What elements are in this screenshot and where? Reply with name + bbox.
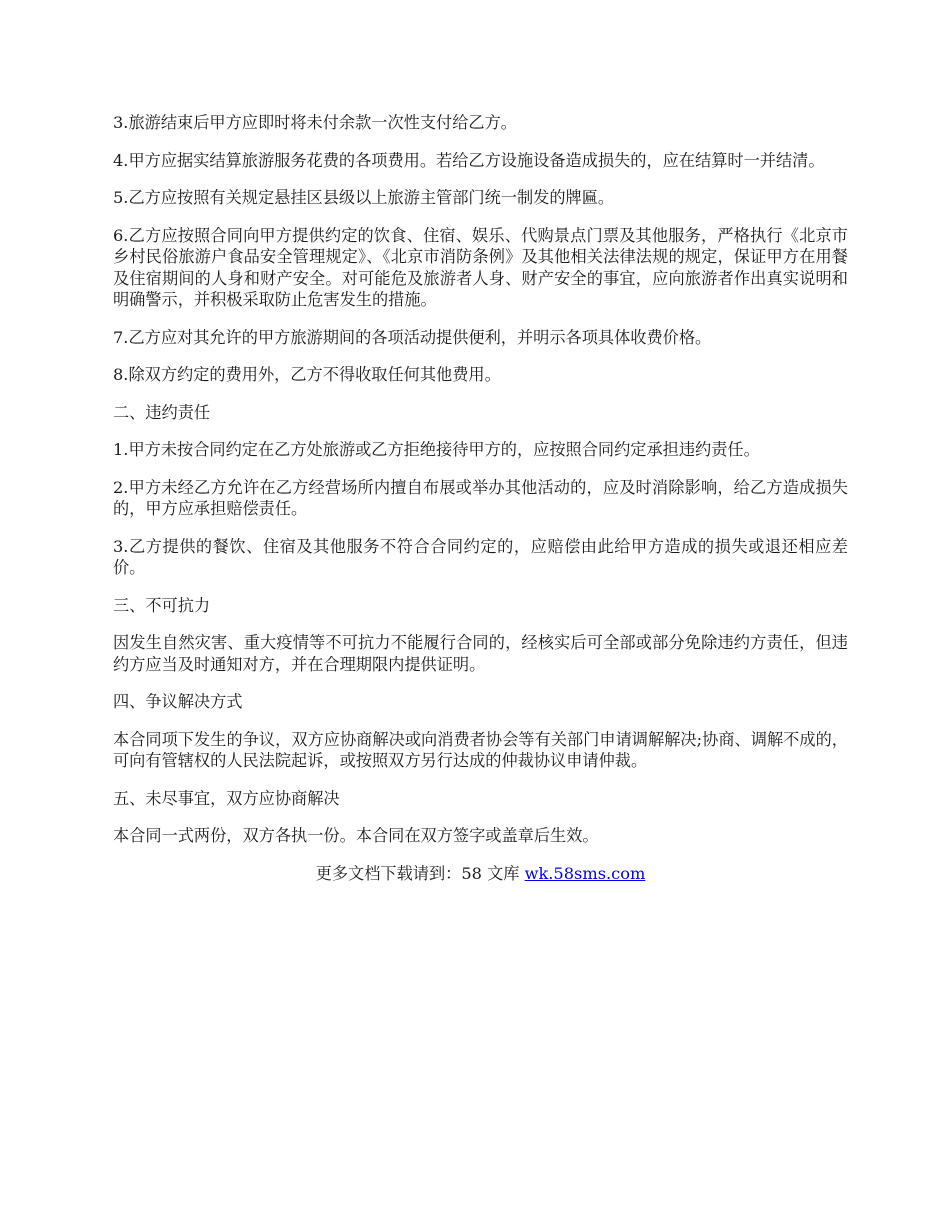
download-footer (113, 863, 848, 885)
clause-7-paragraph: 7.乙方应对其允许的甲方旅游期间的各项活动提供便利，并明示各项具体收费价格。 (113, 327, 712, 347)
dispute-paragraph: 本合同项下发生的争议，双方应协商解决或向消费者协会等有关部门申请调解解决;协商、调解不成的，可向有管辖权的人民法院起诉，或按照双方另行达成的仲裁协议申请仲裁。 (113, 729, 848, 770)
clause-6-paragraph: 6.乙方应按照合同向甲方提供约定的饮食、住宿、娱乐、代购景点门票及其他服务，严格执行《北京市乡村民俗旅游户食品安全管理规定》、《北京市消防条例》及其他相关法律法规的规定，保证甲方在用餐及住宿期间的人身和财产安全。对可能危及旅游者人身、财产安全的事宜，应向旅游者作出真实说明和明确警示，并积极采取防止危害发生的措施。 (113, 225, 848, 309)
section-heading-breach: 二、违约责任 (113, 402, 211, 422)
breach-clause-2-paragraph: 2.甲方未经乙方允许在乙方经营场所内擅自布展或举办其他活动的，应及时消除影响，给乙方造成损失的，甲方应承担赔偿责任。 (113, 477, 848, 518)
clause-5-paragraph: 5.乙方应按照有关规定悬挂区县级以上旅游主管部门统一制发的牌匾。 (113, 188, 615, 207)
breach-clause-3-paragraph: 3.乙方提供的餐饮、住宿及其他服务不符合合同约定的，应赔偿由此给甲方造成的损失或退还相应差价。 (113, 536, 848, 577)
section-heading-force-majeure: 三、不可抗力 (113, 595, 211, 615)
section-heading-unresolved: 五、未尽事宜，双方应协商解决 (113, 788, 340, 808)
clause-8-paragraph: 8.除双方约定的费用外，乙方不得收取任何其他费用。 (113, 365, 501, 384)
clause-4-paragraph: 4.甲方应据实结算旅游服务花费的各项费用。若给乙方设施设备造成损失的，应在结算时一并结清。 (113, 150, 825, 170)
footer-prefix-text: 更多文档下载请到：58 文库 (315, 863, 525, 883)
footer-site-link[interactable]: wk.58sms.com (524, 863, 646, 883)
section-heading-dispute: 四、争议解决方式 (113, 692, 243, 711)
clause-3-paragraph: 3.旅游结束后甲方应即时将未付余款一次性支付给乙方。 (113, 113, 517, 132)
document-page (113, 112, 848, 884)
force-majeure-paragraph: 因发生自然灾害、重大疫情等不可抗力不能履行合同的，经核实后可全部或部分免除违约方责任，但违约方应当及时通知对方，并在合理期限内提供证明。 (113, 633, 848, 674)
copies-paragraph: 本合同一式两份，双方各执一份。本合同在双方签字或盖章后生效。 (113, 826, 599, 845)
breach-clause-1-paragraph: 1.甲方未按合同约定在乙方处旅游或乙方拒绝接待甲方的，应按照合同约定承担违约责任。 (113, 440, 760, 459)
